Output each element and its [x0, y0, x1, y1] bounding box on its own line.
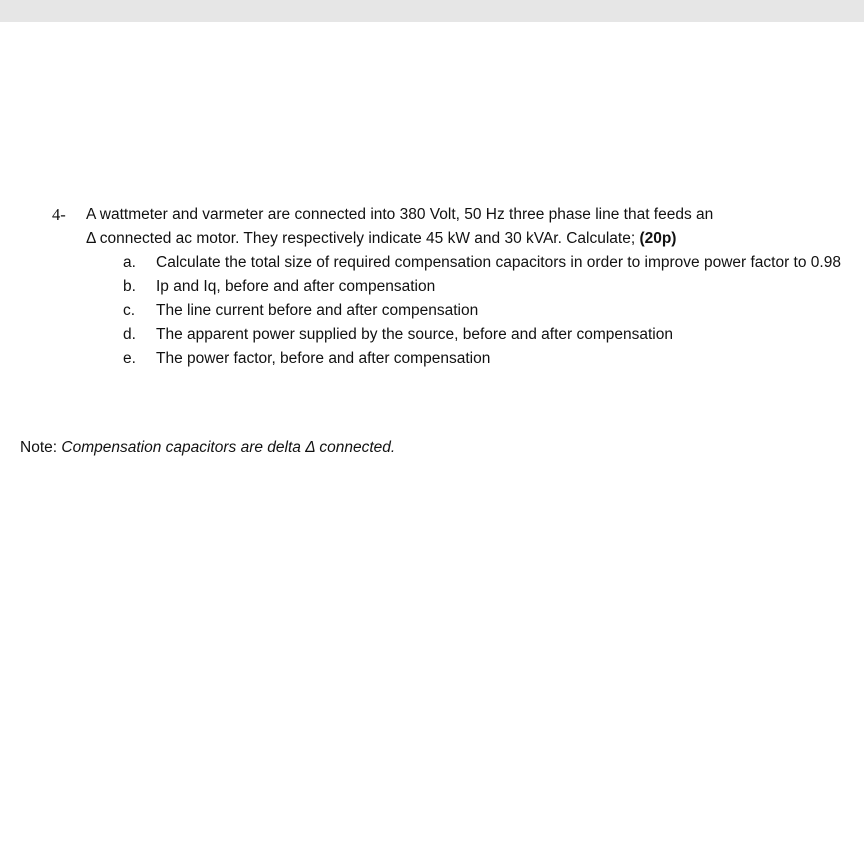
question-line-2: [86, 227, 852, 251]
sub-question-letter: e.: [123, 350, 136, 367]
sub-question-d: [123, 323, 852, 347]
sub-question-letter: a.: [123, 254, 136, 271]
sub-question-b: [123, 275, 852, 299]
points-label: (20p): [639, 230, 677, 247]
sub-question-letter: b.: [123, 278, 136, 295]
question-stem: [86, 203, 852, 251]
sub-question-text: Calculate the total size of required compensation capacitors in order to improve power factor to 0.98: [156, 254, 841, 271]
note-text: Compensation capacitors are delta Δ connected.: [61, 439, 396, 456]
note-label: Note:: [20, 439, 58, 456]
top-toolbar-strip: [0, 0, 864, 30]
sub-question-text: The apparent power supplied by the source, before and after compensation: [156, 326, 673, 343]
sub-question-e: [123, 347, 852, 371]
question-line-2-text: Δ connected ac motor. They respectively indicate 45 kW and 30 kVAr. Calculate;: [86, 230, 636, 247]
sub-question-letter: c.: [123, 302, 136, 319]
sub-question-text: The power factor, before and after compensation: [156, 350, 491, 367]
sub-question-letter: d.: [123, 326, 136, 343]
sub-question-c: [123, 299, 852, 323]
sub-question-text: Ip and Iq, before and after compensation: [156, 278, 436, 295]
sub-question-text: The line current before and after compensation: [156, 302, 479, 319]
sub-question-a: [123, 251, 852, 275]
note: [20, 436, 395, 460]
question-line-1: A wattmeter and varmeter are connected into 380 Volt, 50 Hz three phase line that feeds an: [86, 206, 714, 223]
question-4: [52, 203, 852, 371]
sub-question-list: [123, 251, 852, 371]
question-number: 4-: [52, 205, 66, 224]
